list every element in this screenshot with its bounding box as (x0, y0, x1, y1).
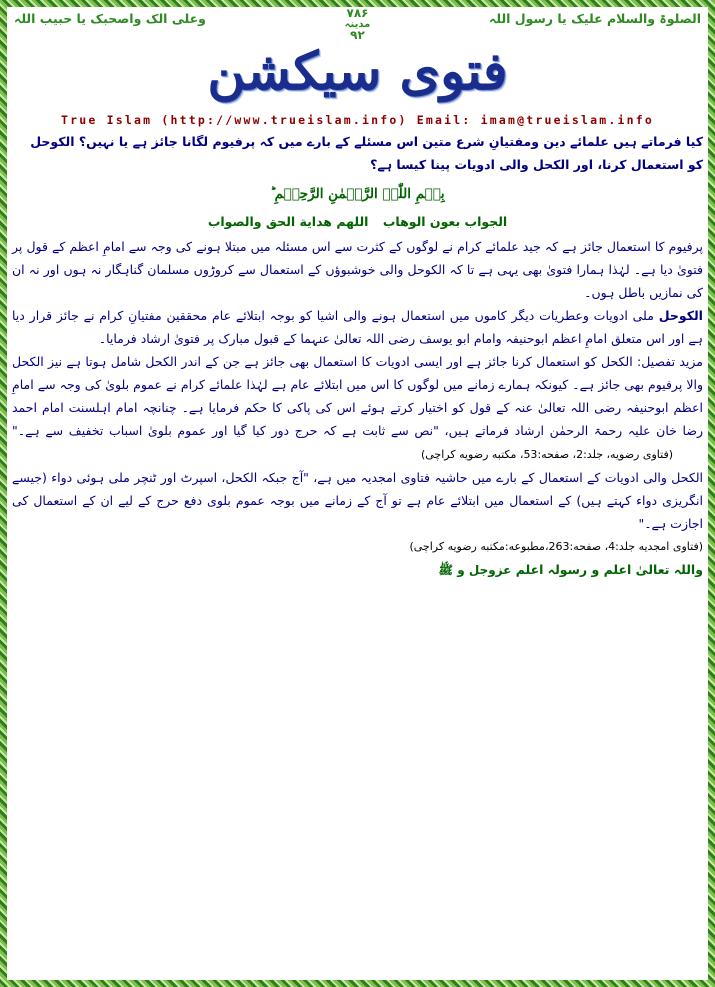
answer-paragraph-1: پرفیوم کا استعمال جائز ہے کہ جید علمائے کرام نے لوگوں کے کثرت سے اس مسئلہ میں مبتلا ہونے کی وجہ سے امامِ اعظم کے قول پر فتویٰ دیا ہے۔ لہٰذا ہمارا فتویٰ بھی یہی ہے تا کہ الکوحل والی خوشبوؤں کے استعمال سے کروڑوں مسلمان گناہگار نہ ہوں اور نہ ان کی نمازیں باطل ہوں۔ (12, 239, 703, 300)
basmala: بِسۡمِ اللّٰہِ الرَّحۡمٰنِ الرَّحِیۡمِ ؕ (270, 186, 445, 202)
closing-text: واللہ تعالیٰ اعلم و رسولہ اعلم (515, 562, 703, 577)
answer-heading-part2: اللهم هداية الحق والصواب (207, 214, 369, 229)
header-number-92: ۹۲ (350, 28, 365, 42)
header-salutation-right: الصلوۃ والسلام علیک یا رسول اللہ (489, 11, 701, 26)
header-madina-text: مدینہ (344, 19, 371, 30)
answer-paragraph-2 (12, 304, 703, 350)
header-number-badge (345, 8, 371, 41)
answer-paragraph-3 (12, 350, 703, 466)
site-info-line: True Islam (http://www.trueislam.info) Email: imam@trueislam.info (60, 113, 655, 127)
header-number-786: ۷۸۶ (346, 6, 369, 20)
reference-fatawa-razawiya: (فتاوی رضویه، جلد:2، صفحه:53، مکتبه رضویه کراچی) (420, 448, 673, 461)
closing-line (12, 558, 703, 582)
header-salutation-left: وعلی الک واصحبک یا حبیب اللہ (14, 11, 206, 26)
answer-paragraph-2-text: ملی ادویات وعطریات دیگر کاموں میں استعمال ہونے والی اشیا کو بوجہ ابتلائے عام محققین مفتیانِ کرام نے جائز قرار دیا ہے اور اس متعلق امامِ اعظم ابوحنیفہ وامام ابو یوسف رضی اللہ تعالیٰ عنہما کے قبول مبارک پر فتویٰ ارشاد فرمایا۔ (12, 308, 703, 346)
page-title: فتوی سیکشن (207, 41, 508, 102)
answer-heading (12, 210, 703, 233)
question-text: کیا فرماتے ہیں علمائے دین ومفتیانِ شرع متین اس مسئلے کے بارے میں کہ پرفیوم لگانا جائز ہے یا نہیں؟ الکوحل کو استعمال کرنا، اور الکحل والی ادویات پینا کیسا ہے؟ (30, 134, 703, 172)
closing-seal: عزوجل و ﷺ (438, 563, 512, 577)
answer-paragraph-4: الکحل والی ادویات کے استعمال کے بارے میں حاشیہ فتاوی امجدیہ میں ہے، "آج جبکہ الکحل، اسپرٹ اور ٹنچر ملی ہوئی دواء (جیسے انگریزی دواء کہتے ہیں) کے استعمال میں ابتلائے عام ہے تو آج کے زمانے میں بوجہ عموم بلوی دفع حرج کے لیے ان کے استعمال کی اجازت ہے۔" (12, 470, 703, 531)
page-header (14, 6, 701, 43)
reference-fatawa-amjadiya: (فتاوی امجدیه جلد:4، صفحه:263،مطبوعه:مکتبه رضویه کراچی) (409, 540, 703, 553)
answer-paragraph-3-text: مزید تفصیل: الکحل کو استعمال کرنا جائز ہے اور ایسی ادویات کا استعمال بھی جائز ہے جن کے اندر الکحل شامل ہوتا ہے نیز الکحل والا پرفیوم بھی جائز ہے۔ کیونکہ ہمارے زمانے میں لوگوں کا اس میں ابتلائے عام ہے لہٰذا علمائے کرام نے عموم بلویٰ کی وجہ سے امامِ اعظم ابوحنیفہ رضی اللہ تعالیٰ عنہ کے قول کو اختیار کرتے ہوئے اس کی پاکی کا حکم فرمایا ہے۔ چنانچہ امام اہلسنت امام احمد رضا خان علیہ رحمۃ الرحمٰن ارشاد فرماتے ہیں، "نص سے ثابت ہے کہ حرج دور کیا گیا اور عموم بلویٰ اسباب تخفیف سے ہے۔" (12, 354, 703, 438)
answer-heading-part1: الجواب بعون الوهاب (382, 214, 508, 229)
answer-paragraph-2-lead: الکوحل (658, 308, 703, 323)
fatwa-body (12, 130, 703, 582)
